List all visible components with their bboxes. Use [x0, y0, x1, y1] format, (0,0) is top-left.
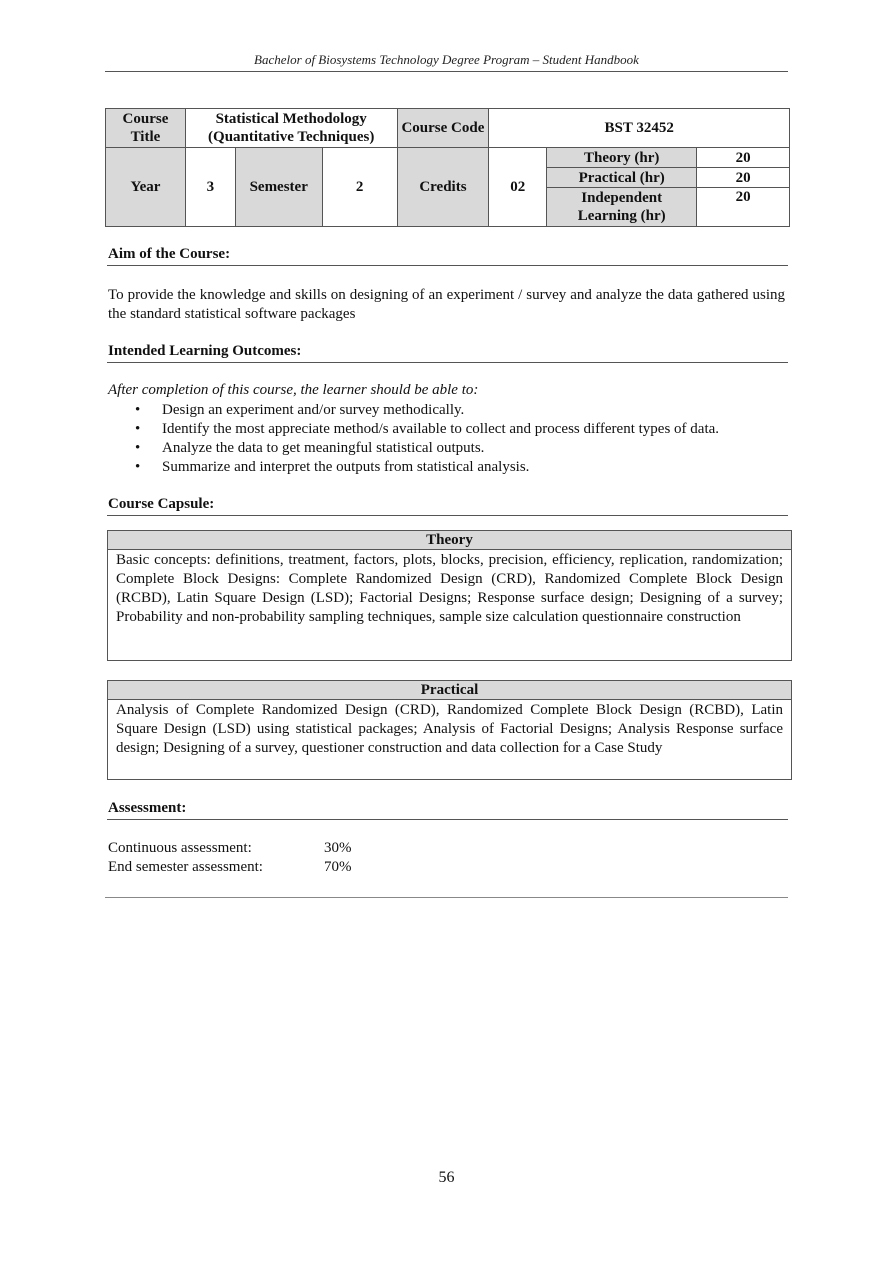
ilo-intro: After completion of this course, the learner should be able to:	[108, 382, 479, 398]
end-divider	[105, 897, 788, 898]
theory-hours-value: 20	[697, 148, 790, 168]
practical-box	[107, 680, 792, 780]
assessment-value: 70%	[324, 859, 352, 875]
ilo-item: • Design an experiment and/or survey methodically.	[162, 401, 719, 420]
course-code-value: BST 32452	[489, 109, 790, 148]
capsule-heading: Course Capsule:	[108, 496, 215, 512]
assessment-row-end-semester	[108, 859, 352, 876]
page-number: 56	[438, 1169, 455, 1186]
assessment-row-continuous	[108, 840, 352, 857]
credits-value: 02	[489, 148, 547, 227]
theory-text: Basic concepts: definitions, treatment, factors, plots, blocks, precision, efficiency, replication, randomization; Complete Block Designs: Complete Randomized Design (CRD), Randomized Complete Block Design (RCBD), Latin Square Design (LSD); Factorial Designs; Response surface design; Designing of a survey; Probability and non-probability sampling techniques, sample size calculation questionnaire construction	[116, 552, 783, 625]
credits-label: Credits	[397, 148, 489, 227]
course-title-value: Statistical Methodology (Quantitative Techniques)	[185, 109, 397, 148]
ilo-list	[108, 401, 719, 477]
course-code-label: Course Code	[397, 109, 489, 148]
practical-heading: Practical	[108, 681, 791, 700]
practical-hours-value: 20	[697, 168, 790, 188]
aim-divider	[107, 265, 788, 266]
course-title-label: Course Title	[106, 109, 186, 148]
course-info-table	[105, 108, 790, 227]
theory-heading: Theory	[108, 531, 791, 550]
year-label: Year	[106, 148, 186, 227]
assessment-label: End semester assessment:	[108, 859, 263, 875]
assessment-heading: Assessment:	[108, 800, 187, 816]
theory-box	[107, 530, 792, 661]
ilo-item: • Identify the most appreciate method/s available to collect and process different types of data.	[162, 420, 719, 439]
ilo-item: • Summarize and interpret the outputs from statistical analysis.	[162, 458, 719, 477]
independent-hours-label: Independent Learning (hr)	[547, 188, 697, 227]
theory-hours-label: Theory (hr)	[547, 148, 697, 168]
aim-heading: Aim of the Course:	[108, 246, 231, 262]
semester-value: 2	[322, 148, 397, 227]
assessment-divider	[107, 819, 788, 820]
header-divider	[105, 71, 788, 72]
ilo-heading: Intended Learning Outcomes:	[108, 343, 302, 359]
independent-hours-value: 20	[697, 188, 790, 227]
running-header: Bachelor of Biosystems Technology Degree Program – Student Handbook	[254, 52, 639, 67]
assessment-value: 30%	[324, 840, 352, 856]
aim-text: To provide the knowledge and skills on designing of an experiment / survey and analyze the data gathered using the standard statistical software packages	[108, 287, 785, 322]
ilo-divider	[107, 362, 788, 363]
year-value: 3	[185, 148, 235, 227]
assessment-label: Continuous assessment:	[108, 840, 252, 856]
practical-hours-label: Practical (hr)	[547, 168, 697, 188]
capsule-divider	[107, 515, 788, 516]
semester-label: Semester	[235, 148, 322, 227]
ilo-item: • Analyze the data to get meaningful statistical outputs.	[162, 439, 719, 458]
practical-text: Analysis of Complete Randomized Design (CRD), Randomized Complete Block Design (RCBD), Latin Square Design (LSD) using statistical packages; Analysis of Factorial Designs; Analysis Response surface design; Designing of a survey, questioner construction and data collection for a Case Study	[116, 702, 783, 756]
